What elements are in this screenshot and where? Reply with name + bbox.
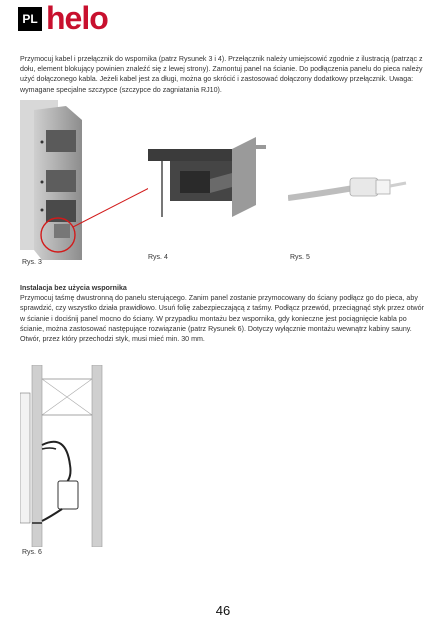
figure-5-cable-illustration	[288, 170, 408, 210]
section-body: Przymocuj taśmę dwustronną do panelu sterującego. Zanim panel zostanie przymocowany do ściany podłącz go do pieca, aby sprawdzić, czy wszystko działa prawidłowo. Usuń folię zabezpieczającą z taśmy. Podłącz przewód, przeciągnąć styk przez otwór w ścianie i dociśnij panel mocno do ściany. W przypadku montażu bez wspornika, gdy konieczne jest pociągnięcie kabla po ścianie, można zastosować następujące rozwiązanie (patrz Rysunek 6). Dotyczy wyłącznie montażu wewnątrz kabiny sauny. Otwór, przez który przechodzi styk, musi mieć min. 30 mm.	[20, 294, 424, 344]
figure-6-wall-section-illustration	[20, 365, 110, 547]
intro-paragraph: Przymocuj kabel i przełącznik do wspornika (patrz Rysunek 3 i 4). Przełącznik należy umiejscowić zgodnie z ilustracją (patrząc z dołu, element blokujący powinien znaleźć się z lewej strony). Zamontuj panel na ścianie. Do podłączenia panelu do pieca należy użyć dołączonego kabla. Jeżeli kabel jest za długi, można go skrócić i zastosować dołączony dodatkowy przełącznik. Uwaga: wymagane specjalne szczypce (szczypce do zagniatania RJ10).	[20, 55, 423, 94]
section-heading: Instalacja bez użycia wspornika	[20, 284, 127, 292]
page-number: 46	[215, 603, 231, 618]
brand-logo: helo	[46, 0, 108, 36]
language-badge: PL	[18, 7, 42, 31]
figure-4-clip-illustration	[148, 127, 266, 221]
section-instalacja	[20, 283, 424, 344]
figure-3-caption: Rys. 3	[22, 259, 42, 266]
figure-6-caption: Rys. 6	[22, 549, 42, 556]
figure-4-caption: Rys. 4	[148, 254, 168, 261]
figure-5-caption: Rys. 5	[290, 254, 310, 261]
